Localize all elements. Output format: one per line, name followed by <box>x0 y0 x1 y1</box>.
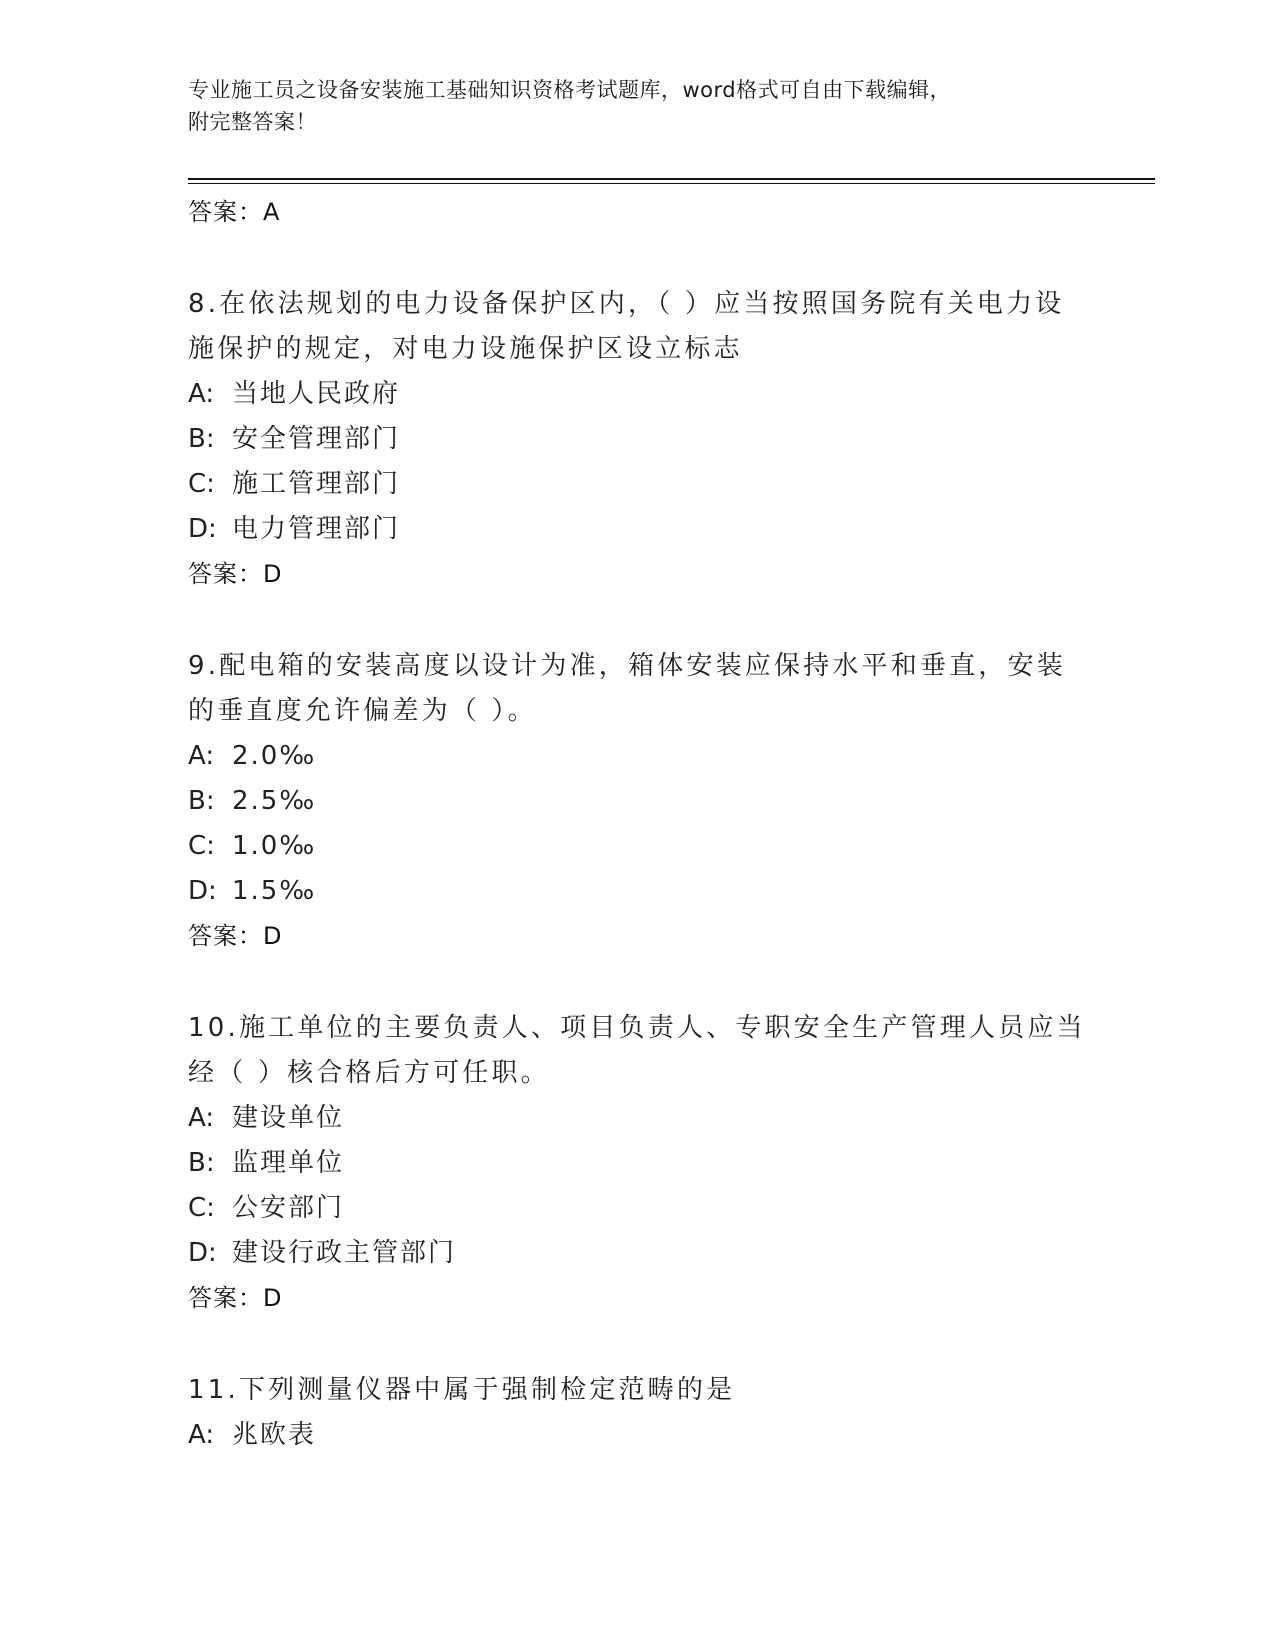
question-list <box>188 190 1088 1458</box>
question-text-line: 施保护的规定，对电力设施保护区设立标志 <box>188 334 743 364</box>
option-text: 安全管理部门 <box>232 424 401 454</box>
question-text-line: 经（ ）核合格后方可任职。 <box>188 1058 550 1088</box>
option-text: 电力管理部门 <box>232 514 401 544</box>
option-text: 1.5‰ <box>232 876 317 906</box>
option-d <box>188 1231 1088 1276</box>
question-text-line: 的垂直度允许偏差为（ ）。 <box>188 696 537 726</box>
spacer <box>188 958 1088 1006</box>
answer-line: 答案：D <box>188 1284 283 1312</box>
option-text: 建设单位 <box>232 1103 345 1133</box>
option-key: C: <box>188 469 215 499</box>
option-key: B: <box>188 786 215 816</box>
option-d <box>188 869 1088 914</box>
option-c <box>188 462 1088 507</box>
question-text-line: 11.下列测量仪器中属于强制检定范畴的是 <box>188 1375 736 1405</box>
option-text: 1.0‰ <box>232 831 317 861</box>
question-block <box>188 1368 1088 1458</box>
answer-line: 答案：D <box>188 560 283 588</box>
question-text-line: 10.施工单位的主要负责人、项目负责人、专职安全生产管理人员应当 <box>188 1013 1086 1043</box>
option-text: 监理单位 <box>232 1148 345 1178</box>
option-key: C: <box>188 831 215 861</box>
option-text: 建设行政主管部门 <box>232 1238 457 1268</box>
answer-line: 答案：D <box>188 922 283 950</box>
question-text-line: 9.配电箱的安装高度以设计为准，箱体安装应保持水平和垂直，安装 <box>188 651 1067 681</box>
question-text-line: 8.在依法规划的电力设备保护区内，（ ）应当按照国务院有关电力设 <box>188 289 1065 319</box>
option-b <box>188 779 1088 824</box>
option-key: D: <box>188 1238 217 1268</box>
option-d <box>188 507 1088 552</box>
option-a <box>188 734 1088 779</box>
spacer <box>188 596 1088 644</box>
option-key: A: <box>188 1103 215 1133</box>
option-text: 2.5‰ <box>232 786 317 816</box>
option-a <box>188 372 1088 417</box>
option-key: D: <box>188 514 217 544</box>
option-text: 公安部门 <box>232 1193 345 1223</box>
question-block <box>188 1006 1088 1320</box>
spacer <box>188 234 1088 282</box>
option-text: 2.0‰ <box>232 741 317 771</box>
option-key: A: <box>188 741 215 771</box>
option-key: D: <box>188 876 217 906</box>
option-key: C: <box>188 1193 215 1223</box>
option-b <box>188 417 1088 462</box>
question-block <box>188 644 1088 958</box>
option-c <box>188 824 1088 869</box>
answer-line: 答案：A <box>188 198 281 226</box>
header-line-1: 专业施工员之设备安装施工基础知识资格考试题库，word格式可自由下载编辑， <box>188 78 952 102</box>
option-key: B: <box>188 1148 215 1178</box>
header-rule-thin <box>188 183 1155 184</box>
option-text: 兆欧表 <box>232 1420 317 1450</box>
option-key: A: <box>188 1420 215 1450</box>
option-key: A: <box>188 379 215 409</box>
option-a <box>188 1413 1088 1458</box>
option-a <box>188 1096 1088 1141</box>
option-text: 施工管理部门 <box>232 469 401 499</box>
option-b <box>188 1141 1088 1186</box>
option-c <box>188 1186 1088 1231</box>
spacer <box>188 1320 1088 1368</box>
header-rule-thick <box>188 178 1155 180</box>
question-block <box>188 282 1088 596</box>
option-text: 当地人民政府 <box>232 379 401 409</box>
document-header <box>188 74 1068 138</box>
header-line-2: 附完整答案！ <box>188 110 317 134</box>
option-key: B: <box>188 424 215 454</box>
